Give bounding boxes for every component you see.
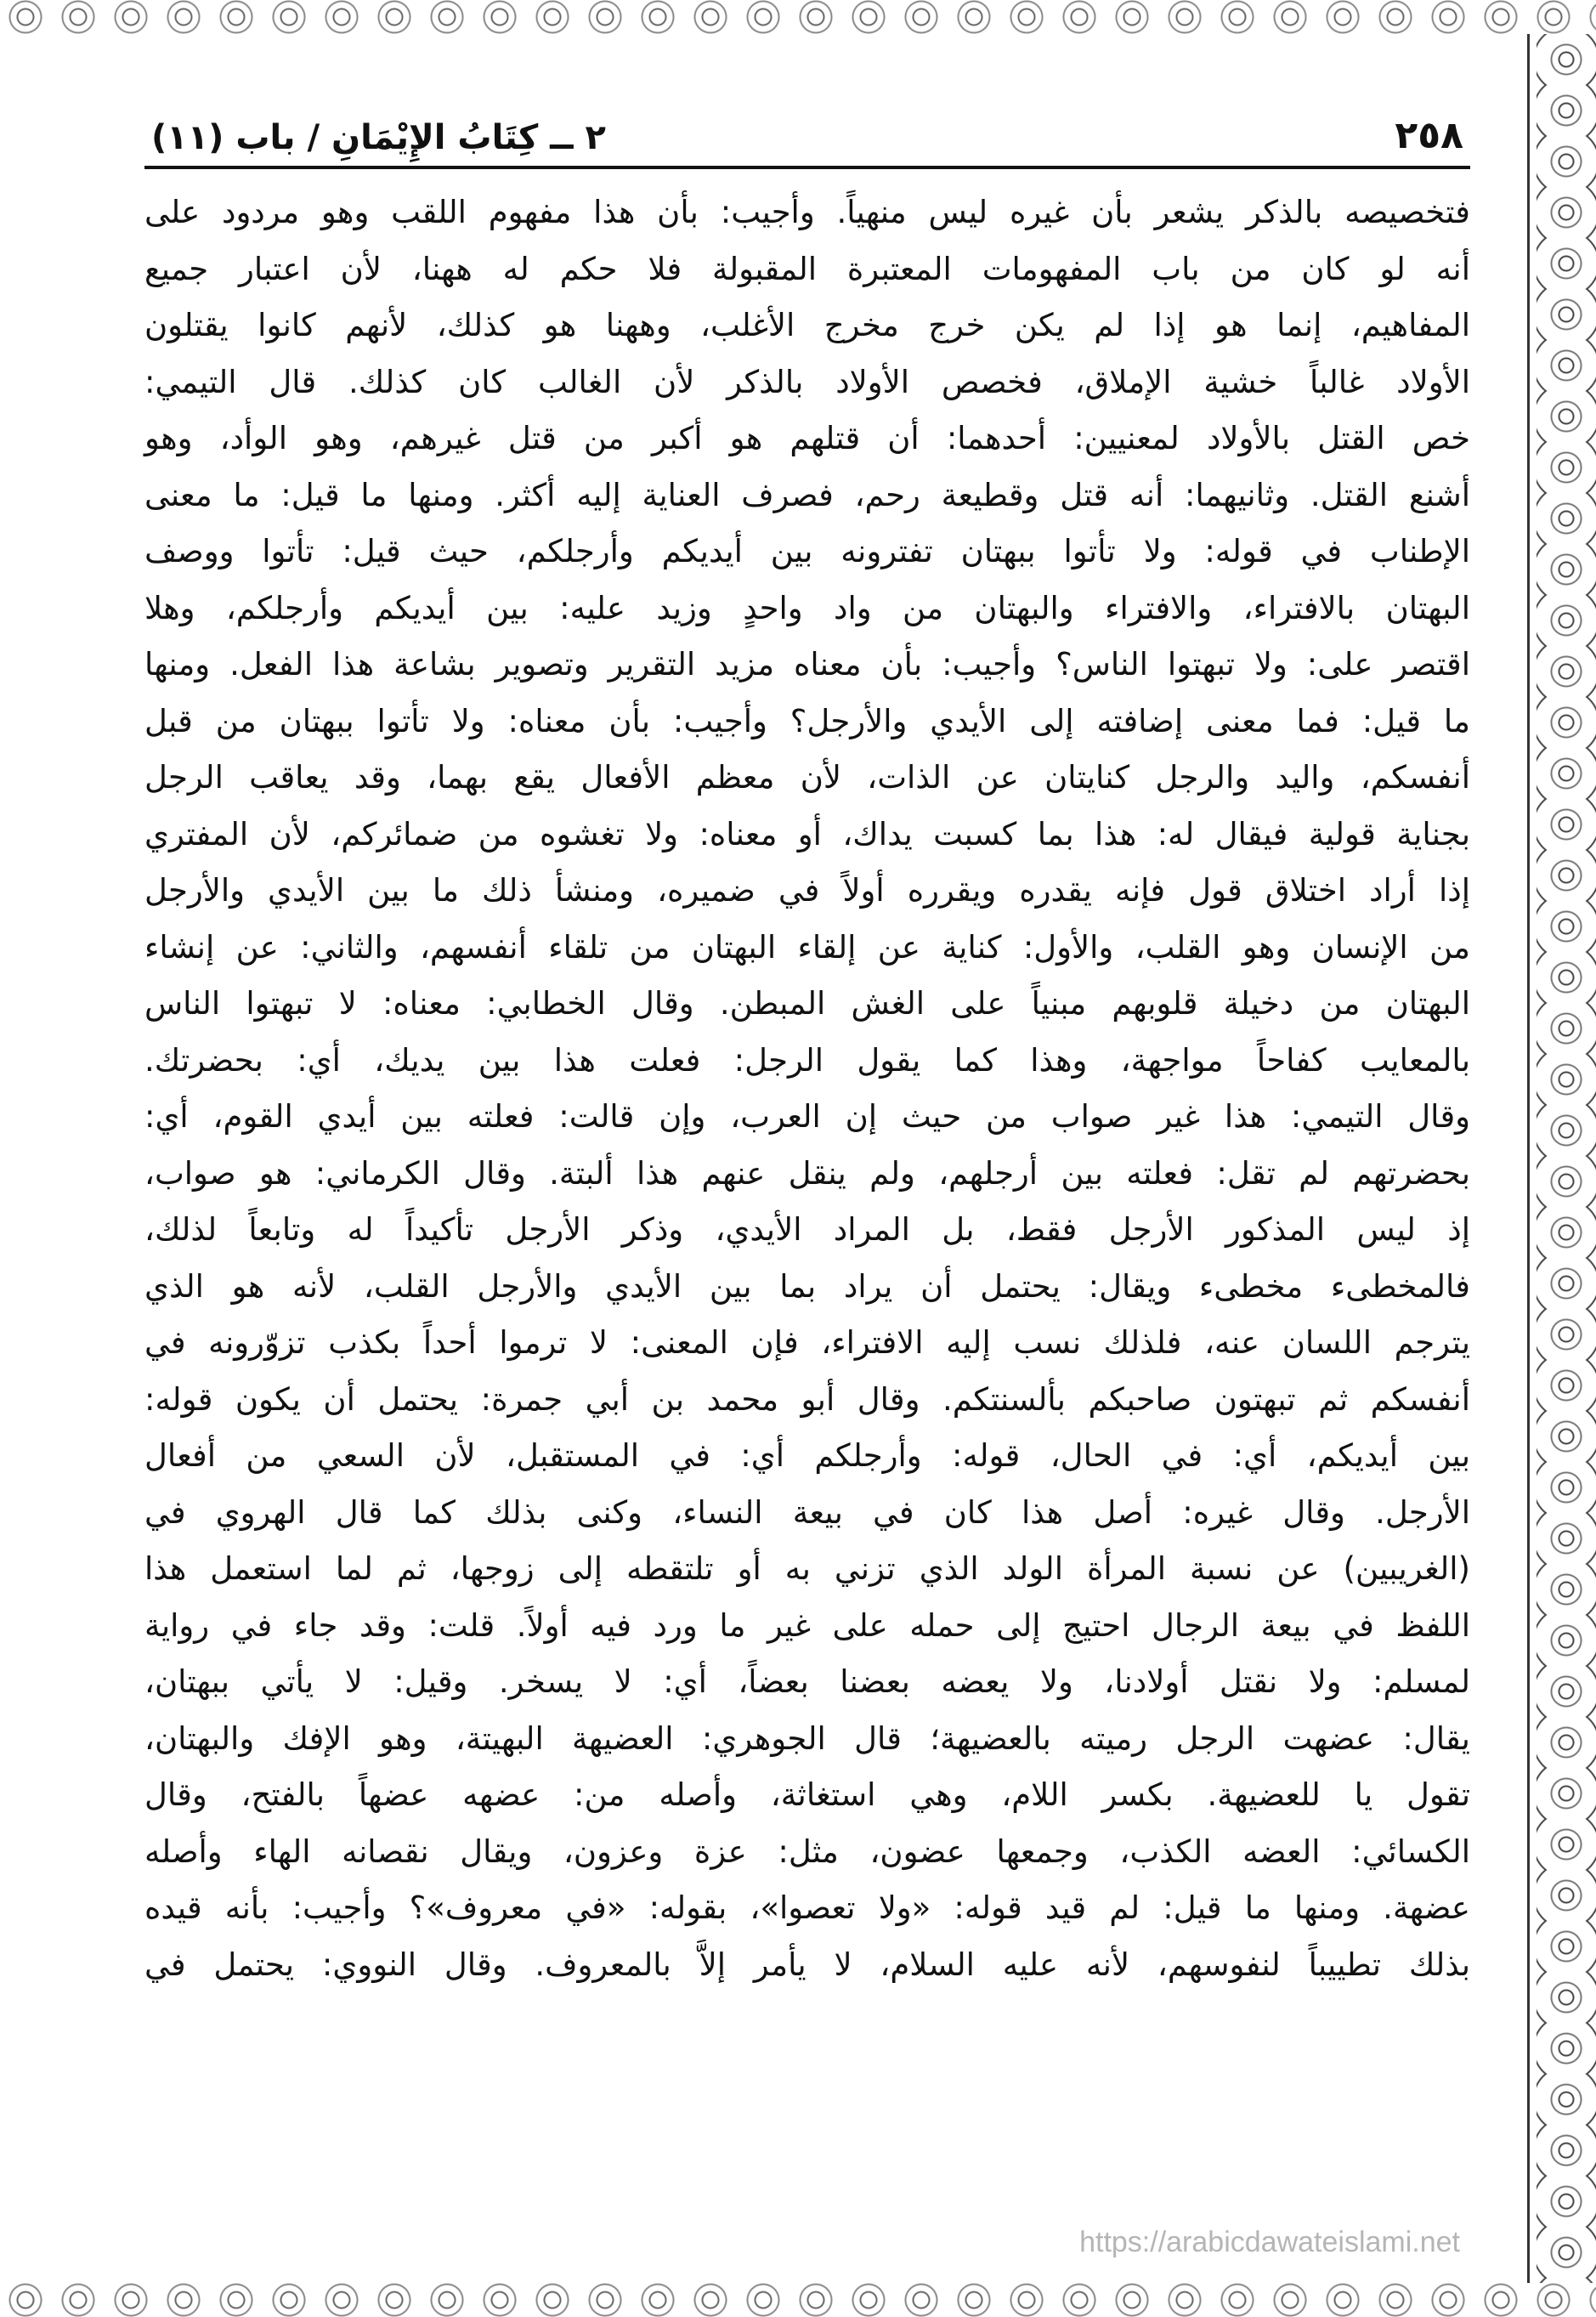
text-line: الأرجل. وقال غيره: أصل هذا كان في بيعة النساء، وكنى بذلك كما قال الهروي في xyxy=(144,1493,1470,1531)
text-line: وقال التيمي: هذا غير صواب من حيث إن العرب، وإن قالت: فعلته بين أيدي القوم، أي: xyxy=(144,1098,1470,1135)
bottom-ornamental-border xyxy=(0,2283,1596,2317)
text-line: أنفسكم، واليد والرجل كنايتان عن الذات، لأن معظم الأفعال يقع بهما، وقد يعاقب الرجل xyxy=(144,759,1470,796)
text-line: لمسلم: ولا نقتل أولادنا، ولا يعضه بعضنا بعضاً، أي: لا يسخر. وقيل: لا يأتي ببهتان، xyxy=(144,1663,1470,1700)
right-frame-rule xyxy=(1527,34,1530,2283)
text-line: المفاهيم، إنما هو إذا لم يكن خرج مخرج الأغلب، وههنا هو كذلك، لأنهم كانوا يقتلون xyxy=(144,307,1470,343)
text-line: (الغريبين) عن نسبة المرأة الولد الذي تزني به أو تلتقطه إلى زوجها، ثم لما استعمل هذا xyxy=(144,1550,1470,1587)
text-line: اقتصر على: ولا تبهتوا الناس؟ وأجيب: بأن معناه مزيد التقرير وتصوير بشاعة هذا الفعل. ومنها xyxy=(144,646,1470,683)
page-content xyxy=(144,81,1470,1993)
body-text xyxy=(144,184,1470,1993)
text-line: من الإنسان وهو القلب، والأول: كناية عن إلقاء البهتان من تلقاء أنفسهم، والثاني: عن إنشاء xyxy=(144,928,1470,966)
text-line: أنه لو كان من باب المفهومات المعتبرة المقبولة فلا حكم له ههنا، لأن اعتبار جميع xyxy=(144,250,1470,287)
text-line: إذ ليس المذكور الأرجل فقط، بل المراد الأيدي، وذكر الأرجل تأكيداً له وتابعاً لذلك، xyxy=(144,1211,1470,1248)
text-line: فتخصيصه بالذكر يشعر بأن غيره ليس منهياً. وأجيب: بأن هذا مفهوم اللقب وهو مردود على xyxy=(144,194,1470,230)
text-line: بذلك تطييباً لنفوسهم، لأنه عليه السلام، لا يأمر إلاَّ بالمعروف. وقال النووي: يحتمل في xyxy=(144,1946,1470,1983)
text-line: بين أيديكم، أي: في الحال، قوله: وأرجلكم أي: في المستقبل، لأن السعي من أفعال xyxy=(144,1437,1470,1474)
running-title: ٢ ــ كِتَابُ الإِيْمَانِ / باب (١١) xyxy=(151,118,606,157)
text-line: البهتان من دخيلة قلوبهم مبنياً على الغش المبطن. وقال الخطابي: معناه: لا تبهتوا الناس xyxy=(144,985,1470,1022)
right-ornamental-border xyxy=(1537,34,1596,2283)
text-line: بالمعايب كفاحاً مواجهة، وهذا كما يقول الرجل: فعلت هذا بين يديك، أي: بحضرتك. xyxy=(144,1041,1470,1079)
text-line: الإطناب في قوله: ولا تأتوا ببهتان تفترونه بين أيديكم وأرجلكم، حيث قيل: تأتوا ووصف xyxy=(144,533,1470,569)
text-line: يترجم اللسان عنه، فلذلك نسب إليه الافتراء، فإن المعنى: لا ترموا أحداً بكذب تزوّرونه في xyxy=(144,1324,1470,1361)
watermark-url: https://arabicdawateislami.net xyxy=(1079,2226,1460,2258)
text-line: البهتان بالافتراء، والافتراء والبهتان من واد واحدٍ وزيد عليه: بين أيديكم وأرجلكم، وهلا xyxy=(144,589,1470,626)
text-line: بجناية قولية فيقال له: هذا بما كسبت يداك، أو معناه: ولا تغشوه من ضمائركم، لأن المفتري xyxy=(144,815,1470,853)
text-line: الكسائي: العضه الكذب، وجمعها عضون، مثل: عزة وعزون، ويقال نقصانه الهاء وأصله xyxy=(144,1833,1470,1870)
page-header xyxy=(144,81,1470,169)
text-line: عضهة. ومنها ما قيل: لم قيد قوله: «ولا تعصوا»، بقوله: «في معروف»؟ وأجيب: بأنه قيده xyxy=(144,1889,1470,1926)
text-line: الأولاد غالباً خشية الإملاق، فخصص الأولاد بالذكر لأن الغالب كان كذلك. قال التيمي: xyxy=(144,363,1470,400)
text-line: أنفسكم ثم تبهتون صاحبكم بألسنتكم. وقال أبو محمد بن أبي جمرة: يحتمل أن يكون قوله: xyxy=(144,1380,1470,1418)
text-line: ما قيل: فما معنى إضافته إلى الأيدي والأرجل؟ وأجيب: بأن معناه: ولا تأتوا ببهتان من قبل xyxy=(144,702,1470,739)
text-line: فالمخطىء مخطىء ويقال: يحتمل أن يراد بما بين الأيدي والأرجل القلب، لأنه هو الذي xyxy=(144,1267,1470,1305)
page-number: ٢٥٨ xyxy=(1395,114,1463,157)
text-line: يقال: عضهت الرجل رميته بالعضيهة؛ قال الجوهري: العضيهة البهيتة، وهو الإفك والبهتان، xyxy=(144,1719,1470,1757)
text-line: خص القتل بالأولاد لمعنيين: أحدهما: أن قتلهم هو أكبر من قتل غيرهم، وهو الوأد، وهو xyxy=(144,420,1470,456)
top-ornamental-border xyxy=(0,0,1596,34)
text-line: بحضرتهم لم تقل: فعلته بين أرجلهم، ولم ينقل عنهم هذا ألبتة. وقال الكرماني: هو صواب، xyxy=(144,1154,1470,1192)
text-line: أشنع القتل. وثانيهما: أنه قتل وقطيعة رحم، فصرف العناية إليه أكثر. ومنها ما قيل: ما معنى xyxy=(144,476,1470,513)
text-line: إذا أراد اختلاق قول فإنه يقدره ويقرره أولاً في ضميره، ومنشأ ذلك ما بين الأيدي والأرجل xyxy=(144,872,1470,909)
text-line: تقول يا للعضيهة. بكسر اللام، وهي استغاثة، وأصله من: عضهه عضهاً بالفتح، وقال xyxy=(144,1776,1470,1813)
text-line: اللفظ في بيعة الرجال احتيج إلى حمله على غير ما ورد فيه أولاً. قلت: وقد جاء في رواية xyxy=(144,1606,1470,1644)
